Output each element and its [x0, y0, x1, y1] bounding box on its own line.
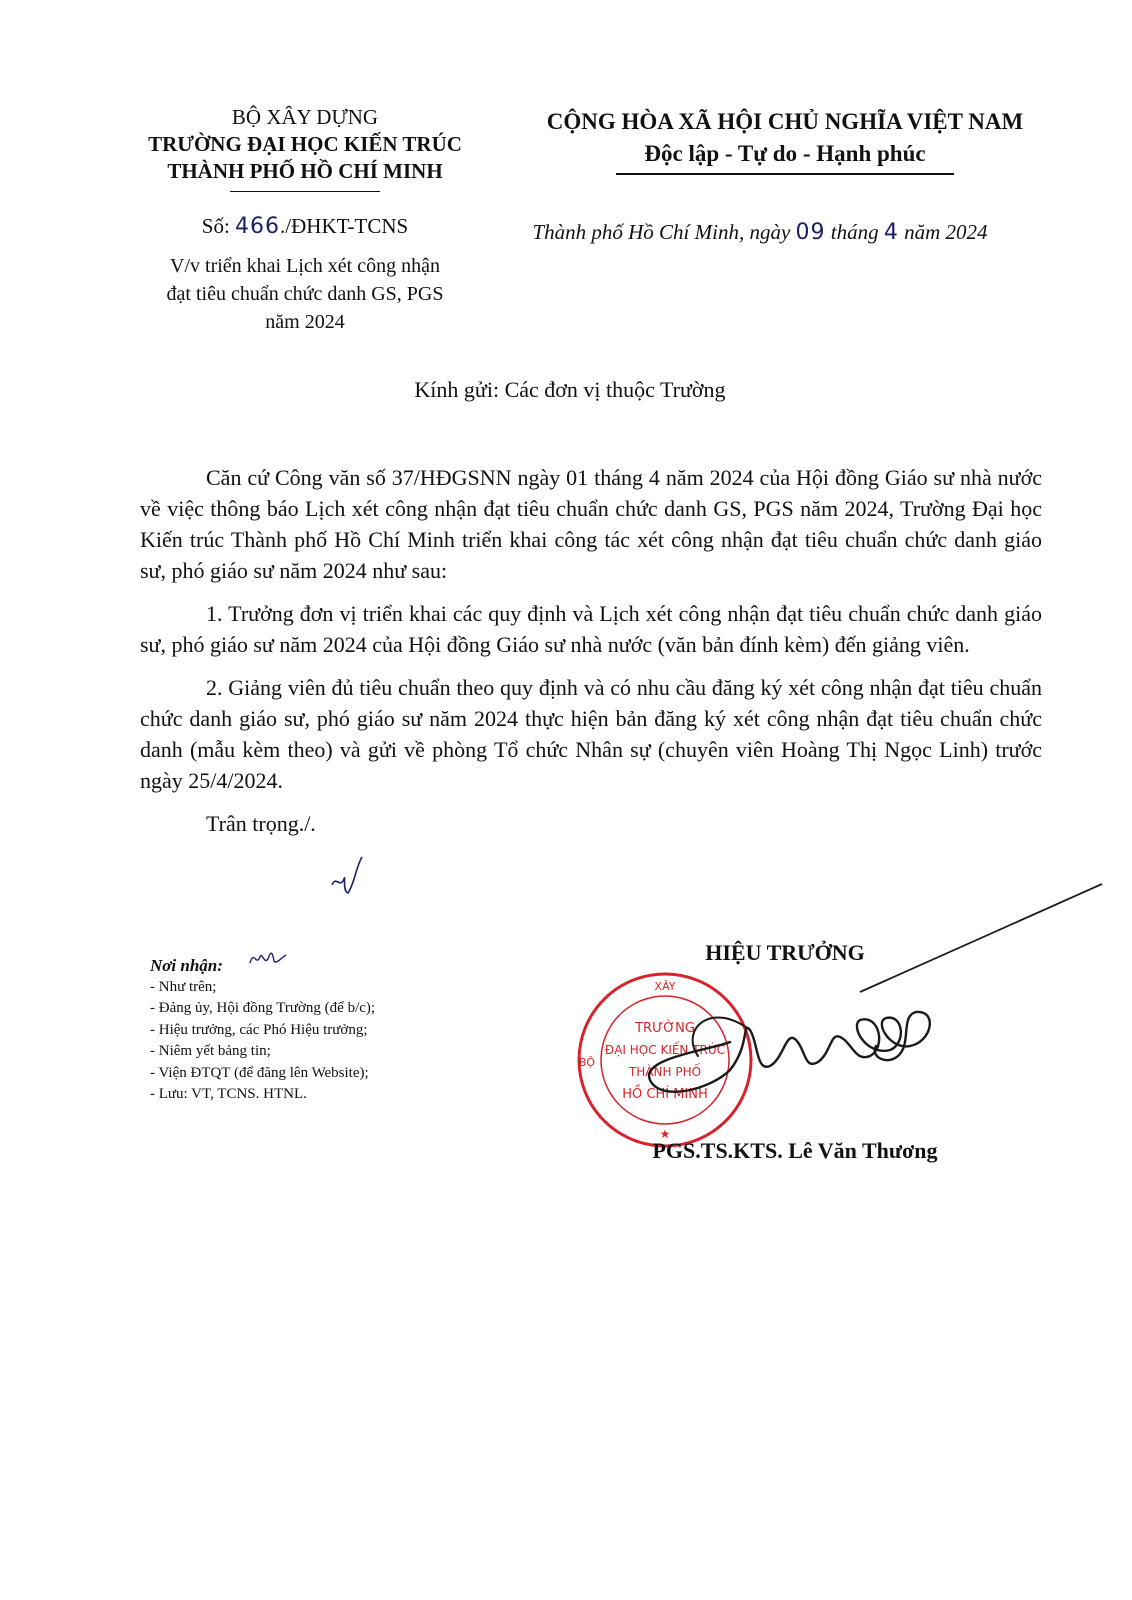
subject-line: năm 2024: [265, 311, 345, 333]
national-motto: Độc lập - Tự do - Hạnh phúc: [644, 141, 926, 166]
date-text: tháng: [825, 220, 884, 244]
salutation: Kính gửi: Các đơn vị thuộc Trường: [414, 377, 726, 402]
letter-body: [140, 462, 1042, 851]
date-month-handwritten: 4: [883, 220, 899, 245]
seal-ring-left: BỘ: [578, 1056, 596, 1069]
header-underline: [230, 191, 380, 192]
recipients-item: - Niêm yết bảng tin;: [150, 1043, 271, 1059]
issuer-header: [120, 104, 490, 192]
place-and-date: [470, 220, 1050, 245]
signer-title: HIỆU TRƯỞNG: [705, 940, 865, 965]
seal-line: ĐẠI HỌC KIẾN TRÚC: [604, 1043, 726, 1057]
ref-prefix: Số:: [201, 214, 236, 238]
recipients-item: - Như trên;: [150, 978, 217, 995]
date-text: năm 2024: [898, 220, 988, 244]
seal-line: HỒ CHÍ MINH: [622, 1087, 708, 1102]
recipients-title: Nơi nhận:: [150, 956, 223, 975]
seal-ring-top: XÂY: [654, 980, 676, 993]
date-text: Thành phố Hồ Chí Minh, ngày: [532, 220, 796, 244]
motto-underline: [616, 173, 954, 175]
recipients-item: - Hiệu trưởng, các Phó Hiệu trưởng;: [150, 1021, 368, 1038]
nation-name: CỘNG HÒA XÃ HỘI CHỦ NGHĨA VIỆT NAM: [546, 109, 1024, 134]
document-subject: [120, 252, 490, 336]
signer-name: PGS.TS.KTS. Lê Văn Thương: [652, 1138, 938, 1163]
initial-mark-icon: [328, 855, 368, 895]
recipients-item: - Viện ĐTQT (để đăng lên Website);: [150, 1064, 369, 1081]
recipients-item: - Đảng ủy, Hội đồng Trường (để b/c);: [150, 1000, 376, 1016]
seal-line: TRƯỜNG: [635, 1021, 695, 1036]
closing-remark: Trân trọng./.: [206, 811, 316, 836]
ref-number-handwritten: 466: [235, 214, 281, 239]
handwritten-signature-icon: [560, 880, 1120, 1140]
document-reference-number: [120, 214, 490, 239]
national-header: [500, 106, 1070, 175]
subject-line: đạt tiêu chuẩn chức danh GS, PGS: [166, 283, 444, 305]
svg-text:★: ★: [659, 1127, 671, 1141]
body-paragraph: 1. Trưởng đơn vị triển khai các quy định và Lịch xét công nhận đạt tiêu chuẩn chức danh giáo sư, phó giáo sư năm 2024 của Hội đồng Giáo sư nhà nước (văn bản đính kèm) đến giảng viên.: [140, 601, 1042, 657]
school-name-line2: THÀNH PHỐ HỒ CHÍ MINH: [167, 159, 443, 183]
ref-suffix: ./ĐHKT-TCNS: [280, 214, 409, 238]
body-paragraph: Căn cứ Công văn số 37/HĐGSNN ngày 01 tháng 4 năm 2024 của Hội đồng Giáo sư nhà nước về việc thông báo Lịch xét công nhận đạt tiêu chuẩn chức danh GS, PGS năm 2024, Trường Đại học Kiến trúc Thành phố Hồ Chí Minh triển khai công tác xét công nhận đạt tiêu chuẩn chức danh giáo sư, phó giáo sư năm 2024 như sau:: [140, 465, 1042, 583]
subject-line: V/v triển khai Lịch xét công nhận: [170, 255, 440, 277]
recipients-list: [150, 955, 510, 1106]
body-paragraph: 2. Giảng viên đủ tiêu chuẩn theo quy định và có nhu cầu đăng ký xét công nhận đạt tiêu chuẩn chức danh giáo sư, phó giáo sư năm 2024 thực hiện bản đăng ký xét công nhận đạt tiêu chuẩn chức danh (mẫu kèm theo) và gửi về phòng Tổ chức Nhân sự (chuyên viên Hoàng Thị Ngọc Linh) trước ngày 25/4/2024.: [140, 675, 1042, 793]
ministry-name: BỘ XÂY DỰNG: [231, 105, 379, 129]
school-name-line1: TRƯỜNG ĐẠI HỌC KIẾN TRÚC: [148, 132, 462, 156]
date-day-handwritten: 09: [795, 220, 826, 245]
seal-line: THÀNH PHỐ: [628, 1065, 702, 1079]
recipients-item: - Lưu: VT, TCNS. HTNL.: [150, 1086, 307, 1102]
